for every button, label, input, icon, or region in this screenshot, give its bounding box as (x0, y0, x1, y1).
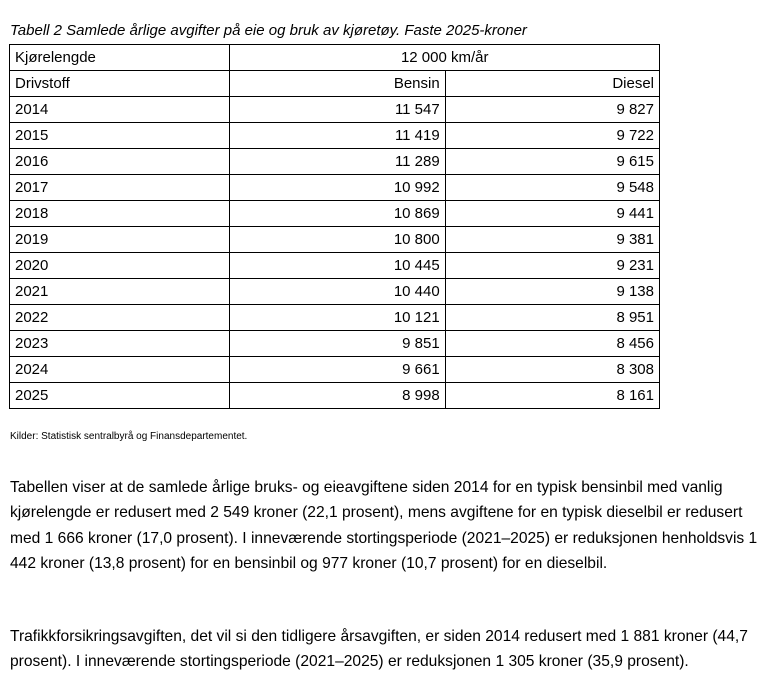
year-cell: 2019 (10, 227, 230, 253)
year-cell: 2016 (10, 149, 230, 175)
bensin-value-cell: 10 869 (230, 201, 445, 227)
year-cell: 2014 (10, 97, 230, 123)
bensin-value-cell: 10 121 (230, 305, 445, 331)
year-cell: 2023 (10, 331, 230, 357)
year-cell: 2018 (10, 201, 230, 227)
table-row (10, 279, 660, 305)
table-row (10, 97, 660, 123)
table-row (10, 253, 660, 279)
bensin-value-cell: 10 800 (230, 227, 445, 253)
column-header-diesel: Diesel (445, 71, 659, 97)
diesel-value-cell: 9 138 (445, 279, 659, 305)
table-row (10, 149, 660, 175)
year-cell: 2017 (10, 175, 230, 201)
fees-table (9, 44, 660, 409)
diesel-value-cell: 8 951 (445, 305, 659, 331)
table-row (10, 175, 660, 201)
mileage-label: Kjørelengde (10, 45, 230, 71)
year-cell: 2015 (10, 123, 230, 149)
paragraph-fees-summary: Tabellen viser at de samlede årlige bruks- og eieavgiftene siden 2014 for en typisk bensinbil med vanlig kjørelengde er redusert med 2 549 kroner (22,1 prosent), mens avgiftene for en typisk dieselbil er redusert med 1 666 kroner (17,0 prosent). I inneværende stortingsperiode (2021–2025) er reduksjonen henholdsvis 1 442 kroner (13,8 prosent) for en bensinbil og 977 kroner (10,7 prosent) for en dieselbil. (10, 479, 758, 573)
diesel-value-cell: 9 231 (445, 253, 659, 279)
bensin-value-cell: 11 419 (230, 123, 445, 149)
diesel-value-cell: 8 456 (445, 331, 659, 357)
table-row (10, 383, 660, 409)
year-cell: 2025 (10, 383, 230, 409)
year-cell: 2024 (10, 357, 230, 383)
bensin-value-cell: 9 661 (230, 357, 445, 383)
bensin-value-cell: 11 289 (230, 149, 445, 175)
bensin-value-cell: 10 992 (230, 175, 445, 201)
fuel-label: Drivstoff (10, 71, 230, 97)
paragraph-insurance-fee: Trafikkforsikringsavgiften, det vil si den tidligere årsavgiften, er siden 2014 redusert med 1 881 kroner (44,7 prosent). I inneværende stortingsperiode (2021–2025) er reduksjonen 1 305 kroner (35,9 prosent). (10, 628, 748, 671)
header-row-fuel (10, 71, 660, 97)
diesel-value-cell: 9 441 (445, 201, 659, 227)
diesel-value-cell: 9 615 (445, 149, 659, 175)
table-caption: Tabell 2 Samlede årlige avgifter på eie og bruk av kjøretøy. Faste 2025-kroner (10, 22, 527, 39)
diesel-value-cell: 8 308 (445, 357, 659, 383)
column-header-bensin: Bensin (230, 71, 445, 97)
bensin-value-cell: 9 851 (230, 331, 445, 357)
table-row (10, 331, 660, 357)
source-note: Kilder: Statistisk sentralbyrå og Finansdepartementet. (10, 431, 248, 442)
table-row (10, 227, 660, 253)
year-cell: 2022 (10, 305, 230, 331)
diesel-value-cell: 9 548 (445, 175, 659, 201)
table-row (10, 357, 660, 383)
bensin-value-cell: 11 547 (230, 97, 445, 123)
bensin-value-cell: 10 445 (230, 253, 445, 279)
table-row (10, 201, 660, 227)
header-row-mileage (10, 45, 660, 71)
year-cell: 2021 (10, 279, 230, 305)
table-row (10, 305, 660, 331)
bensin-value-cell: 8 998 (230, 383, 445, 409)
diesel-value-cell: 9 722 (445, 123, 659, 149)
diesel-value-cell: 9 827 (445, 97, 659, 123)
diesel-value-cell: 8 161 (445, 383, 659, 409)
mileage-value: 12 000 km/år (230, 45, 660, 71)
bensin-value-cell: 10 440 (230, 279, 445, 305)
year-cell: 2020 (10, 253, 230, 279)
diesel-value-cell: 9 381 (445, 227, 659, 253)
table-row (10, 123, 660, 149)
